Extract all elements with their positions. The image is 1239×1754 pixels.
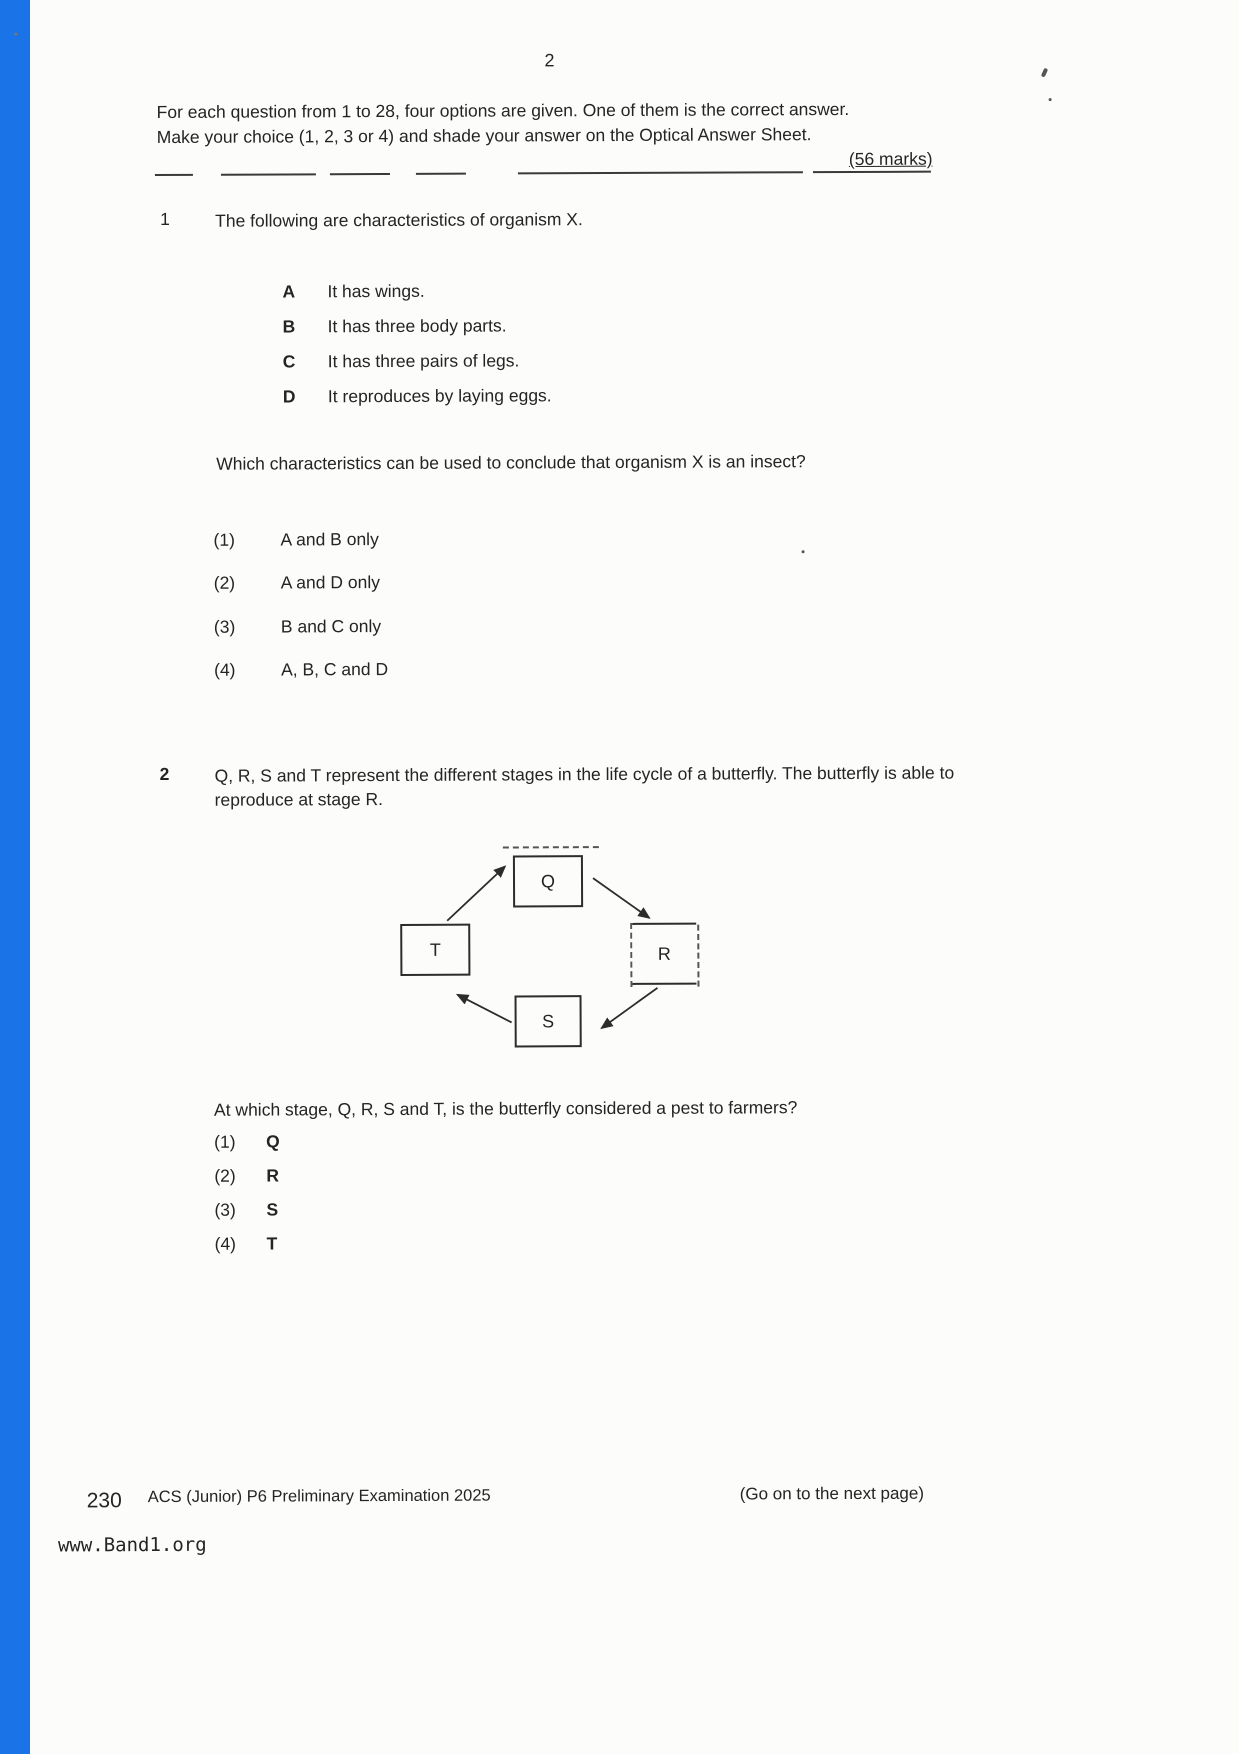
scan-speck xyxy=(1041,68,1048,78)
page-number-top: 2 xyxy=(544,50,555,71)
marks-label: (56 marks) xyxy=(848,148,933,169)
characteristic-label: B xyxy=(282,316,296,337)
instructions-line-2: Make your choice (1, 2, 3 or 4) and shade your answer on the Optical Answer Sheet. xyxy=(156,124,812,148)
footer-exam-title: ACS (Junior) P6 Preliminary Examination 2025 xyxy=(147,1486,491,1507)
option-row xyxy=(214,616,381,638)
characteristic-text: It reproduces by laying eggs. xyxy=(327,385,552,407)
stage-box-s xyxy=(515,995,582,1047)
stage-box-t xyxy=(400,924,470,976)
q1-stem: The following are characteristics of organism X. xyxy=(215,209,583,231)
option-text: R xyxy=(266,1165,279,1186)
option-row xyxy=(214,659,388,681)
option-row xyxy=(215,1233,278,1254)
characteristic-text: It has three pairs of legs. xyxy=(327,350,520,372)
option-number: (1) xyxy=(214,1131,236,1152)
option-row xyxy=(213,529,378,551)
q2-stem: Q, R, S and T represent the different stages in the life cycle of a butterfly. The butterfly is able to reproduce at stage R. xyxy=(214,762,955,810)
option-row xyxy=(214,1131,280,1152)
characteristic-row xyxy=(283,385,552,407)
characteristic-label: D xyxy=(282,386,296,407)
option-text: B and C only xyxy=(280,616,382,637)
stage-label: T xyxy=(429,939,441,960)
stage-label: R xyxy=(657,943,671,964)
option-text: T xyxy=(266,1233,278,1254)
stage-label: S xyxy=(542,1010,555,1031)
option-number: (4) xyxy=(214,1233,237,1254)
characteristic-row xyxy=(283,350,520,372)
q2-number: 2 xyxy=(159,763,170,785)
footer-page-number: 230 xyxy=(86,1489,122,1513)
scan-dash-artifact xyxy=(697,925,699,987)
instructions-line-1: For each question from 1 to 28, four options are given. One of them is the correct answer. xyxy=(156,98,850,123)
scan-speck xyxy=(1049,98,1052,101)
scan-speck xyxy=(14,33,17,36)
option-row xyxy=(214,1199,278,1220)
characteristic-row xyxy=(282,281,424,303)
option-number: (4) xyxy=(214,659,236,680)
watermark-url: www.Band1.org xyxy=(57,1533,207,1557)
option-row xyxy=(214,1165,279,1186)
option-text: Q xyxy=(266,1131,280,1152)
characteristic-text: It has three body parts. xyxy=(327,315,507,337)
option-text: A and D only xyxy=(280,572,380,593)
option-text: A and B only xyxy=(280,529,379,550)
characteristic-label: C xyxy=(282,351,296,372)
option-number: (3) xyxy=(214,1199,236,1220)
option-number: (2) xyxy=(213,572,236,593)
broken-underline xyxy=(155,171,955,177)
option-text: A, B, C and D xyxy=(281,659,389,680)
characteristic-text: It has wings. xyxy=(327,280,425,302)
option-number: (3) xyxy=(213,616,236,637)
option-number: (1) xyxy=(213,529,235,550)
option-text: S xyxy=(266,1199,279,1220)
footer-next-page-note: (Go on to the next page) xyxy=(739,1483,925,1504)
stage-box-r xyxy=(632,923,696,985)
q2-question: At which stage, Q, R, S and T, is the butterfly considered a pest to farmers? xyxy=(213,1097,798,1120)
stage-label: Q xyxy=(540,870,556,891)
option-row xyxy=(214,572,380,594)
scan-dash-artifact xyxy=(503,846,599,848)
characteristic-label: A xyxy=(282,281,296,302)
instructions-block xyxy=(157,96,967,150)
option-number: (2) xyxy=(214,1165,236,1186)
stage-box-q xyxy=(513,855,583,907)
q1-question: Which characteristics can be used to conclude that organism X is an insect? xyxy=(216,451,806,474)
q1-number: 1 xyxy=(160,208,170,229)
life-cycle-diagram xyxy=(395,840,726,1061)
characteristic-row xyxy=(283,315,507,337)
scan-speck xyxy=(802,550,805,553)
